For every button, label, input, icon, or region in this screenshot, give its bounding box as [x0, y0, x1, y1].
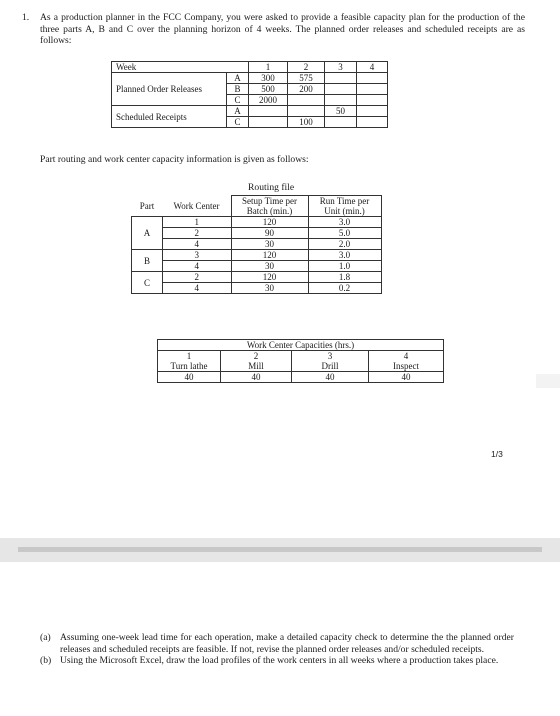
capacity-number-row — [158, 351, 444, 362]
wc-name: Drill — [292, 361, 369, 372]
value-cell: 2000 — [249, 95, 288, 106]
value-cell — [357, 84, 388, 95]
work-center-cell: 2 — [163, 272, 232, 283]
run-cell: 3.0 — [308, 250, 381, 261]
week-cell: 2 — [288, 62, 325, 73]
part-label: C — [227, 117, 249, 128]
wc-number: 3 — [292, 351, 369, 362]
capacity-title: Work Center Capacities (hrs.) — [158, 340, 444, 351]
capacity-name-row — [158, 361, 444, 372]
run-cell: 5.0 — [308, 228, 381, 239]
part-label: B — [227, 84, 249, 95]
wc-name: Mill — [221, 361, 292, 372]
part-b-label: (b) — [40, 655, 52, 667]
capacity-hours-row — [158, 372, 444, 383]
part-b-text: Using the Microsoft Excel, draw the load profiles of the work centers in all weeks where a production takes place. — [60, 655, 499, 667]
setup-cell: 120 — [231, 272, 308, 283]
wc-number: 1 — [158, 351, 221, 362]
wc-hours: 40 — [369, 372, 444, 383]
work-center-cell: 3 — [163, 250, 232, 261]
part-label: A — [227, 106, 249, 117]
run-header-unit: Unit (min.) — [308, 206, 381, 217]
setup-header-unit: Batch (min.) — [231, 206, 308, 217]
routing-row — [132, 217, 382, 228]
setup-header: Setup Time per — [231, 196, 308, 207]
value-cell — [357, 73, 388, 84]
setup-cell: 120 — [231, 250, 308, 261]
setup-cell: 30 — [231, 283, 308, 294]
part-a-text: Assuming one-week lead time for each operation, make a detailed capacity check to determine the the planned order releases and scheduled receipts are feasible. If not, revise the planned order releases and/or scheduled receipts. — [60, 632, 514, 655]
value-cell — [249, 117, 288, 128]
routing-header-row — [132, 196, 382, 207]
routing-row — [132, 261, 382, 272]
part-a-label: (a) — [40, 632, 51, 643]
value-cell — [325, 73, 357, 84]
value-cell — [357, 106, 388, 117]
work-center-cell: 4 — [163, 283, 232, 294]
work-center-cell: 4 — [163, 239, 232, 250]
value-cell — [288, 95, 325, 106]
week-cell: 4 — [357, 62, 388, 73]
question-text: As a production planner in the FCC Company, you were asked to provide a feasible capacity plan for the production of the three parts A, B and C over the planning horizon of 4 weeks. The planned order releases and scheduled receipts are as follows: — [40, 12, 525, 47]
wc-hours: 40 — [221, 372, 292, 383]
wc-hours: 40 — [158, 372, 221, 383]
page-number: 1/3 — [491, 449, 503, 459]
side-scroll-marker — [536, 374, 560, 388]
work-center-cell: 1 — [163, 217, 232, 228]
routing-title: Routing file — [248, 182, 295, 193]
value-cell: 50 — [325, 106, 357, 117]
value-cell: 100 — [288, 117, 325, 128]
value-cell: 200 — [288, 84, 325, 95]
value-cell — [357, 95, 388, 106]
run-cell: 1.0 — [308, 261, 381, 272]
value-cell: 500 — [249, 84, 288, 95]
week-header-row — [112, 62, 388, 73]
week-cell: 3 — [325, 62, 357, 73]
setup-cell: 90 — [231, 228, 308, 239]
value-cell — [288, 106, 325, 117]
wc-number: 2 — [221, 351, 292, 362]
run-header: Run Time per — [308, 196, 381, 207]
value-cell — [357, 117, 388, 128]
run-cell: 0.2 — [308, 283, 381, 294]
run-cell: 3.0 — [308, 217, 381, 228]
routing-intro: Part routing and work center capacity information is given as follows: — [40, 154, 309, 165]
planned-row-a — [112, 73, 388, 84]
value-cell: 575 — [288, 73, 325, 84]
scheduled-row-a — [112, 106, 388, 117]
work-center-header: Work Center — [173, 200, 220, 211]
separator-bar — [18, 547, 542, 552]
setup-cell: 120 — [231, 217, 308, 228]
routing-row — [132, 239, 382, 250]
routing-row — [132, 228, 382, 239]
question-parts — [40, 632, 514, 667]
planned-label: Planned Order Releases — [112, 73, 227, 106]
value-cell — [325, 117, 357, 128]
wc-name: Turn lathe — [158, 361, 221, 372]
part-cell: B — [132, 250, 163, 272]
run-cell: 1.8 — [308, 272, 381, 283]
part-label: C — [227, 95, 249, 106]
run-cell: 2.0 — [308, 239, 381, 250]
week-label: Week — [112, 62, 249, 73]
question-number: 1. — [22, 12, 30, 23]
wc-number: 4 — [369, 351, 444, 362]
part-b — [40, 655, 514, 667]
routing-row — [132, 283, 382, 294]
work-center-cell: 4 — [163, 261, 232, 272]
capacity-title-row — [158, 340, 444, 351]
work-center-cell: 2 — [163, 228, 232, 239]
routing-row — [132, 250, 382, 261]
part-header: Part — [139, 200, 155, 211]
value-cell — [325, 95, 357, 106]
part-cell: C — [132, 272, 163, 294]
wc-name: Inspect — [369, 361, 444, 372]
wc-hours: 40 — [292, 372, 369, 383]
page-separator — [0, 538, 560, 562]
part-label: A — [227, 73, 249, 84]
routing-table — [131, 195, 382, 294]
week-cell: 1 — [249, 62, 288, 73]
value-cell — [249, 106, 288, 117]
planned-orders-table — [111, 61, 388, 128]
routing-row — [132, 272, 382, 283]
value-cell — [325, 84, 357, 95]
capacity-table — [157, 339, 444, 383]
setup-cell: 30 — [231, 261, 308, 272]
scheduled-label: Scheduled Receipts — [112, 106, 227, 128]
setup-cell: 30 — [231, 239, 308, 250]
part-cell: A — [132, 217, 163, 250]
value-cell: 300 — [249, 73, 288, 84]
part-a — [40, 632, 514, 655]
